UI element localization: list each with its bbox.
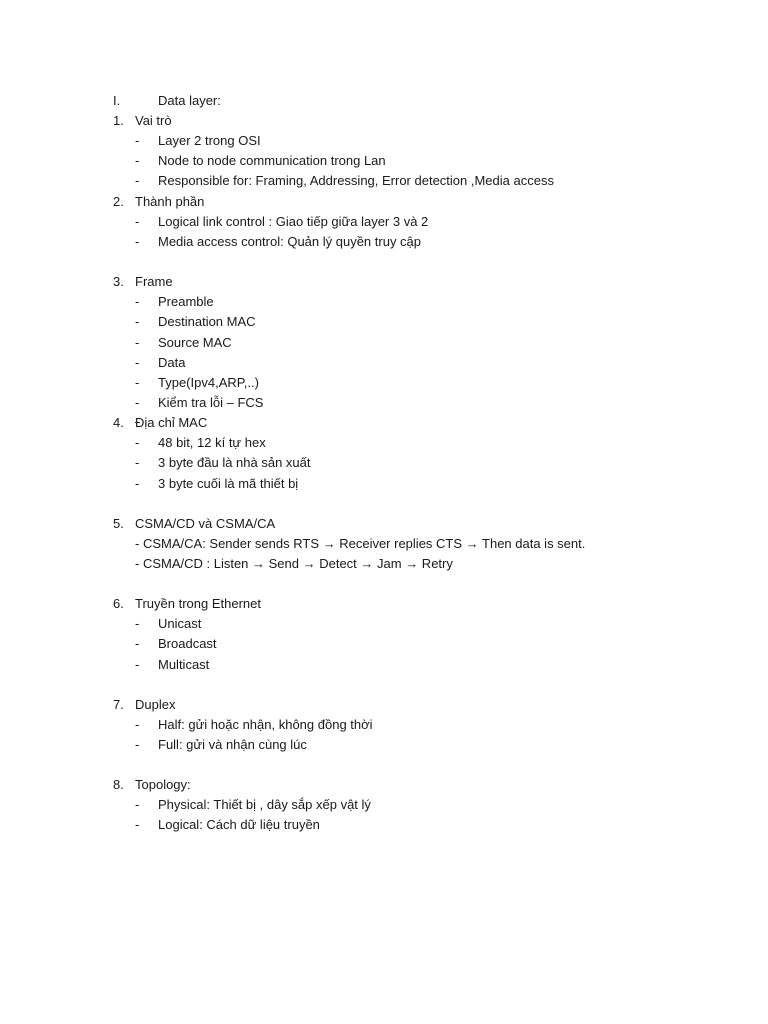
bullet-text: Logical link control : Giao tiếp giữa layer 3 và 2 bbox=[158, 214, 429, 229]
bullet-text: Node to node communication trong Lan bbox=[158, 153, 386, 168]
section-title: Duplex bbox=[135, 697, 176, 712]
bullet-dash: - bbox=[135, 133, 140, 148]
bullet-text: Type(Ipv4,ARP,..) bbox=[158, 375, 259, 390]
section-marker: 5. bbox=[113, 516, 124, 531]
protocol-line: - CSMA/CA: Sender sends RTS → Receiver replies CTS → Then data is sent. bbox=[135, 536, 586, 551]
bullet-text: Half: gửi hoặc nhận, không đồng thời bbox=[158, 717, 373, 732]
heading-title: Data layer: bbox=[158, 93, 221, 108]
bullet-dash: - bbox=[135, 375, 140, 390]
bullet-text: Logical: Cách dữ liệu truyền bbox=[158, 817, 320, 832]
section-title: Truyền trong Ethernet bbox=[135, 596, 261, 611]
section-marker: 4. bbox=[113, 415, 124, 430]
bullet-dash: - bbox=[135, 214, 140, 229]
bullet-dash: - bbox=[135, 435, 140, 450]
bullet-dash: - bbox=[135, 335, 140, 350]
heading-marker: I. bbox=[113, 93, 121, 108]
bullet-dash: - bbox=[135, 173, 140, 188]
bullet-text: Unicast bbox=[158, 616, 202, 631]
section-title: CSMA/CD và CSMA/CA bbox=[135, 516, 276, 531]
bullet-text: Kiểm tra lỗi – FCS bbox=[158, 395, 264, 410]
bullet-text: 48 bit, 12 kí tự hex bbox=[158, 435, 266, 450]
section-title: Topology: bbox=[135, 777, 191, 792]
bullet-dash: - bbox=[135, 153, 140, 168]
bullet-text: Responsible for: Framing, Addressing, Error detection ,Media access bbox=[158, 173, 554, 188]
bullet-text: 3 byte cuối là mã thiết bị bbox=[158, 476, 299, 491]
bullet-text: Media access control: Quản lý quyền truy cập bbox=[158, 234, 422, 249]
section-marker: 3. bbox=[113, 274, 124, 289]
bullet-dash: - bbox=[135, 636, 140, 651]
section-marker: 7. bbox=[113, 697, 124, 712]
section-marker: 1. bbox=[113, 113, 124, 128]
protocol-line: - CSMA/CD : Listen → Send → Detect → Jam → Retry bbox=[135, 556, 453, 571]
bullet-text: Multicast bbox=[158, 657, 210, 672]
bullet-dash: - bbox=[135, 657, 140, 672]
bullet-text: 3 byte đầu là nhà sản xuất bbox=[158, 455, 311, 470]
bullet-dash: - bbox=[135, 737, 140, 752]
bullet-dash: - bbox=[135, 294, 140, 309]
bullet-text: Preamble bbox=[158, 294, 214, 309]
section-title: Địa chỉ MAC bbox=[135, 415, 208, 430]
section-title: Vai trò bbox=[135, 113, 172, 128]
bullet-text: Data bbox=[158, 355, 186, 370]
bullet-dash: - bbox=[135, 455, 140, 470]
bullet-text: Full: gửi và nhận cùng lúc bbox=[158, 737, 307, 752]
bullet-dash: - bbox=[135, 616, 140, 631]
section-marker: 8. bbox=[113, 777, 124, 792]
bullet-text: Destination MAC bbox=[158, 314, 256, 329]
bullet-dash: - bbox=[135, 234, 140, 249]
section-marker: 2. bbox=[113, 194, 124, 209]
bullet-dash: - bbox=[135, 817, 140, 832]
bullet-text: Broadcast bbox=[158, 636, 217, 651]
bullet-dash: - bbox=[135, 355, 140, 370]
bullet-dash: - bbox=[135, 797, 140, 812]
bullet-dash: - bbox=[135, 717, 140, 732]
bullet-text: Source MAC bbox=[158, 335, 232, 350]
bullet-dash: - bbox=[135, 476, 140, 491]
bullet-dash: - bbox=[135, 395, 140, 410]
section-title: Frame bbox=[135, 274, 173, 289]
bullet-dash: - bbox=[135, 314, 140, 329]
section-title: Thành phần bbox=[135, 194, 205, 209]
section-marker: 6. bbox=[113, 596, 124, 611]
bullet-text: Physical: Thiết bị , dây sắp xếp vật lý bbox=[158, 797, 371, 812]
bullet-text: Layer 2 trong OSI bbox=[158, 133, 261, 148]
